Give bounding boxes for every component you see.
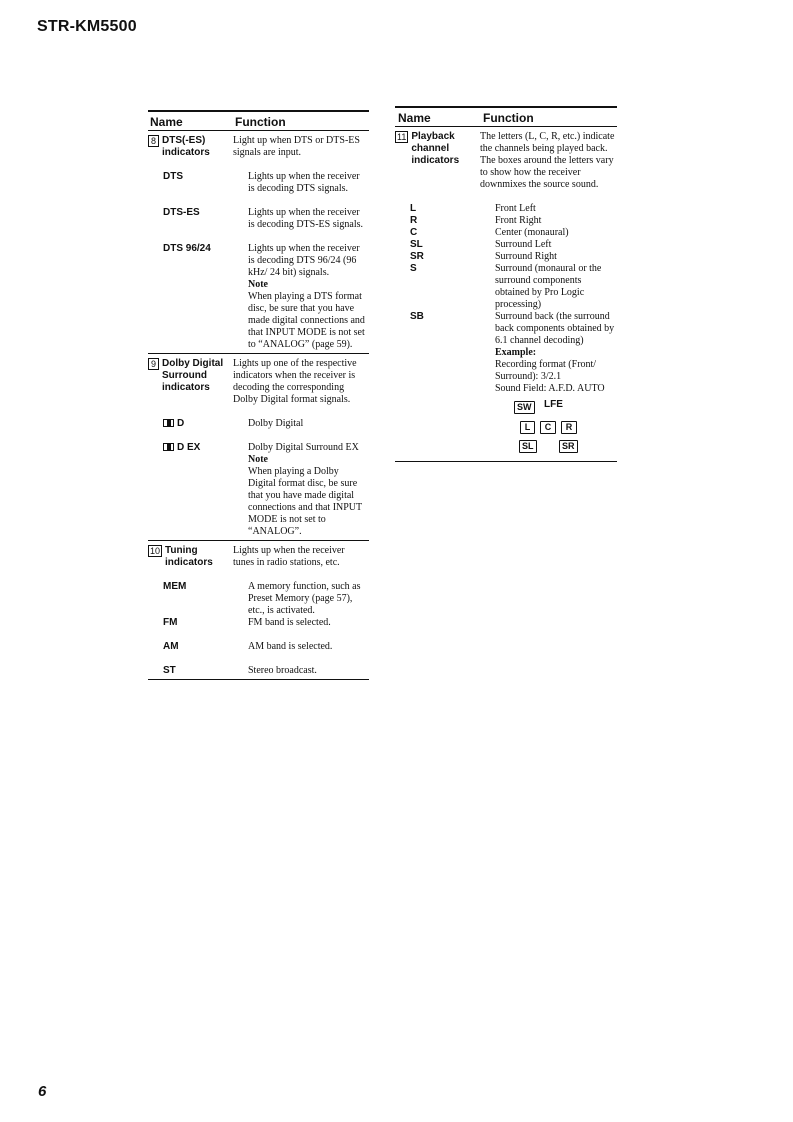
channel-row [395,251,617,263]
channel-row [395,311,617,395]
table-row [148,581,369,617]
indicator-function: Stereo broadcast. [248,665,317,676]
indicator-function: Lights up when the receiver tunes in radio stations, etc. [233,545,345,568]
indicator-name: FM [163,617,178,628]
channel-box-sw: SW [514,401,535,414]
channel-function: Center (monaural) [495,227,569,238]
indicator-function: The letters (L, C, R, etc.) indicate the channels being played back. The boxes around the letters vary to show how the receiver downmixes the source sound. [480,131,615,190]
table-row [148,641,369,653]
item-number-badge: 8 [148,135,159,147]
indicator-name: D EX [177,442,201,453]
page-number: 6 [38,1083,47,1100]
channel-box-l: L [520,421,535,434]
channel-name: SR [410,251,424,262]
channel-indicator-diagram [395,397,617,459]
column-header-name: Name [150,115,183,129]
table-header [395,106,617,127]
table-row [148,442,369,538]
note-text: When playing a DTS format disc, be sure that you have made digital connections and that INPUT MODE is not set to “ANALOG” (page 59). [248,291,365,350]
note-label: Note [248,279,268,290]
channel-function: Surround Left [495,239,552,250]
indicator-name: Playback channel indicators [411,131,460,166]
indicator-name: DTS [163,171,183,182]
dolby-double-d-icon [163,419,174,427]
indicator-function: Light up when DTS or DTS-ES signals are input. [233,135,360,158]
indicator-name: D [177,418,185,429]
channel-name: C [410,227,418,238]
table-group-dolby-digital [148,354,369,541]
table-row [148,135,369,159]
indicator-table-left [148,110,369,680]
channel-name: SB [410,311,424,322]
channel-name: L [410,203,417,214]
channel-row [395,215,617,227]
indicator-name: DTS(-ES) indicators [162,135,210,158]
item-number-badge: 9 [148,358,159,370]
indicator-name: AM [163,641,179,652]
channel-box-r: R [561,421,577,434]
column-header-function: Function [483,111,534,125]
channel-row [395,239,617,251]
channel-name: S [410,263,417,274]
indicator-function: Lights up when the receiver is decoding DTS signals. [248,171,360,194]
indicator-name: DTS 96/24 [163,243,211,254]
item-number-badge: 10 [150,546,161,556]
indicator-table-right [395,106,617,462]
table-row [148,545,369,569]
item-number-badge: 11 [397,132,407,142]
table-row [148,358,369,406]
indicator-function: Dolby Digital Surround EX [248,442,359,453]
table-row [148,171,369,195]
channel-name: SL [410,239,423,250]
indicator-function: Lights up one of the respective indicators when the receiver is decoding the corresponding Dolby Digital format signals. [233,358,357,405]
indicator-function: AM band is selected. [248,641,333,652]
note-text: When playing a Dolby Digital format disc, be sure that you have made digital connections and that INPUT MODE is not set to “ANALOG”. [248,466,362,537]
table-row [148,243,369,351]
table-row [148,418,369,430]
channel-box-c: C [540,421,556,434]
table-row [148,617,369,629]
indicator-function: Lights up when the receiver is decoding DTS-ES signals. [248,207,363,230]
channel-function: Surround Right [495,251,557,262]
indicator-name: Tuning indicators [165,545,213,568]
indicator-name: ST [163,665,176,676]
example-label: Example: [495,347,537,358]
indicator-function: Lights up when the receiver is decoding DTS 96/24 (96 kHz/ 24 bit) signals. [248,243,360,278]
column-header-function: Function [235,115,286,129]
table-row [148,207,369,231]
indicator-function: A memory function, such as Preset Memory (page 57), etc., is activated. [248,581,361,616]
channel-label-lfe: LFE [544,399,563,410]
channel-box-sr: SR [559,440,578,453]
channel-function: Front Right [495,215,542,226]
channel-function: Surround (monaural or the surround components obtained by Pro Logic processing) [495,263,602,310]
channel-name: R [410,215,418,226]
indicator-name: Dolby Digital Surround indicators [162,358,224,393]
column-header-name: Name [398,111,431,125]
dolby-double-d-icon [163,443,174,451]
table-header [148,110,369,131]
channel-row [395,263,617,311]
example-text: Sound Field: A.F.D. AUTO [495,383,605,394]
table-row [395,131,617,191]
note-label: Note [248,454,268,465]
example-text: Recording format (Front/ Surround): 3/2.1 [495,359,597,382]
table-group-dts [148,131,369,354]
table-row [148,665,369,677]
channel-row [395,227,617,239]
indicator-name: DTS-ES [163,207,200,218]
channel-function: Surround back (the surround back components obtained by 6.1 channel decoding) [495,311,615,346]
table-group-playback-channel [395,127,617,462]
channel-box-sl: SL [519,440,537,453]
table-group-tuning [148,541,369,680]
indicator-name: MEM [163,581,187,592]
channel-row [395,203,617,215]
indicator-function: FM band is selected. [248,617,331,628]
indicator-function: Dolby Digital [248,418,304,429]
page-header-title: STR-KM5500 [37,18,137,35]
channel-function: Front Left [495,203,536,214]
